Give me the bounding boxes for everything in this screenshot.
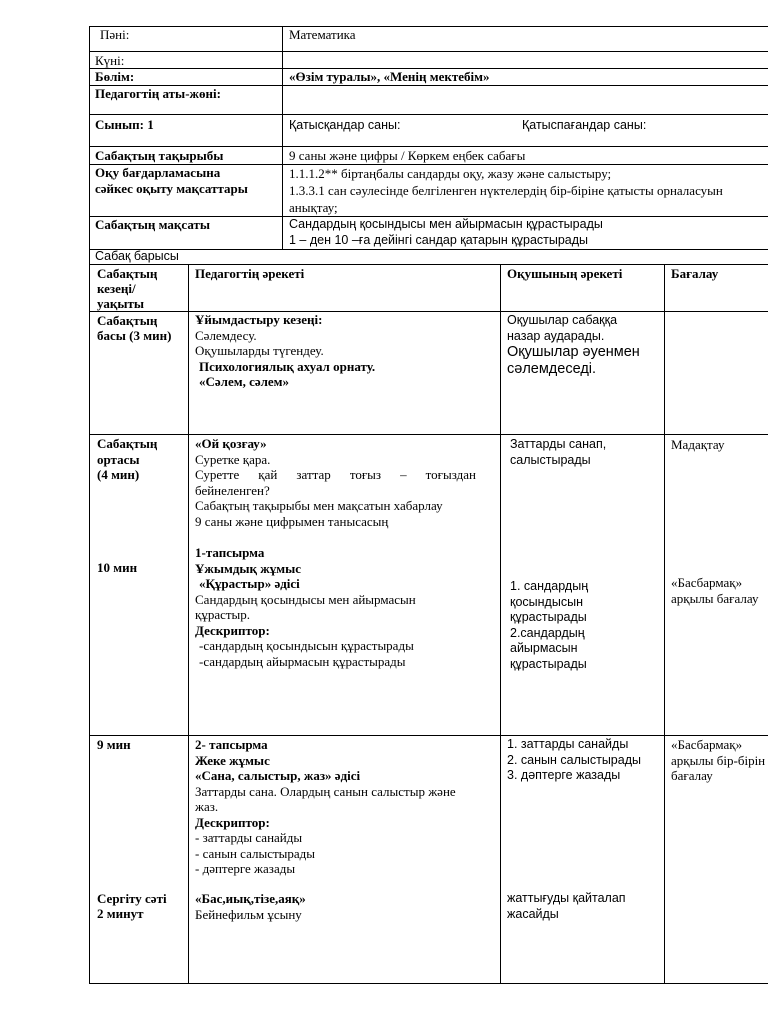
table-line (89, 264, 768, 265)
student-line: жасайды (507, 906, 559, 921)
teacher-line: «Сәлем, сәлем» (199, 374, 290, 389)
teacher-line: Дескриптор: (195, 622, 270, 638)
table-line (664, 264, 665, 983)
teacher-action-cell (195, 737, 456, 877)
stage-cell: Сергіту сәті (97, 891, 167, 906)
student-action-cell (507, 313, 640, 378)
teacher-line: - заттарды санайды (195, 830, 303, 845)
teacher-line: 2- тапсырма (195, 737, 268, 752)
teacher-line: -сандардың айырмасын құрастырады (199, 653, 406, 669)
student-action-cell (510, 579, 588, 672)
assessment-line: бағалау (671, 768, 713, 783)
student-line: жаттығуды қайталап (507, 891, 626, 905)
student-line: қосындысын (510, 594, 583, 609)
assessment-line: арқылы бағалау (671, 590, 759, 606)
teacher-line: «Бас,иық,тізе,аяқ» (195, 891, 306, 906)
objective-item: анықтау; (289, 200, 338, 215)
teacher-line: «Құрастыр» әдісі (199, 576, 300, 591)
col-assessment-header: Бағалау (671, 266, 719, 281)
teacher-line: Ұйымдастыру кезеңі: (195, 312, 323, 327)
student-line: Оқушылар сабаққа (507, 313, 618, 327)
student-line: құрастырады (510, 656, 587, 671)
objectives-label: Оқу бағдарламасына (95, 165, 221, 180)
teacher-line: Дескриптор: (195, 814, 270, 830)
section-value: «Өзім туралы», «Менің мектебім» (289, 69, 490, 84)
table-line (89, 311, 768, 312)
assessment-cell (671, 575, 759, 606)
teacher-line: Бейнефильм ұсыну (195, 906, 302, 922)
section-label: Бөлім: (95, 69, 135, 84)
student-line: Заттарды санап, (510, 437, 607, 451)
teacher-line: жаз. (195, 799, 219, 814)
student-line: құрастырады (510, 610, 587, 624)
teacher-line: Сабақтың тақырыбы мен мақсатын хабарлау (195, 498, 443, 513)
teacher-line: Сәлемдесу. (195, 327, 257, 343)
teacher-line: құрастыр. (195, 607, 251, 622)
table-line (89, 114, 768, 115)
teacher-action-cell (195, 436, 476, 529)
teacher-line: 1-тапсырма (195, 545, 265, 560)
student-line: 1. сандардың (510, 579, 589, 593)
table-border-left (89, 26, 90, 983)
stage-cell: басы (3 мин) (97, 328, 172, 343)
teacher-line: Суретке қара. (195, 451, 271, 467)
teacher-line: «Сана, салыстыр, жаз» әдісі (195, 768, 361, 783)
teacher-line: Жеке жұмыс (195, 752, 270, 768)
assessment-line: «Басбармақ» (671, 737, 743, 752)
assessment-line: арқылы бір-бірін (671, 752, 766, 768)
topic-label: Сабақтың тақырыбы (95, 148, 224, 163)
objectives-label: сәйкес оқыту мақсаттары (95, 181, 248, 196)
goal-label: Сабақтың мақсаты (95, 217, 211, 232)
table-line (188, 264, 189, 983)
student-line: айырмасын (510, 641, 578, 655)
stage-cell: Сабақтың (97, 436, 158, 451)
student-line: 3. дәптерге жазады (507, 768, 621, 782)
teacher-line: бейнеленген? (195, 482, 270, 498)
objective-item: 1.3.3.1 сан сәулесінде белгіленген нүктелердің бір-біріне қатысты орналасуын (289, 183, 723, 198)
table-border-bottom (89, 983, 768, 984)
subject-label: Пәні: (100, 27, 130, 42)
assessment-cell (671, 737, 765, 784)
stage-cell: ортасы (97, 452, 140, 467)
col-teacher-header: Педагогтің әрекеті (195, 266, 305, 281)
stage-cell: Сабақтың (97, 313, 158, 328)
teacher-line: Оқушыларды түгендеу. (195, 343, 324, 358)
teacher-line: Психологиялық ахуал орнату. (199, 358, 376, 374)
class-label: Сынып: 1 (95, 117, 154, 132)
col-student-header: Оқушының әрекеті (507, 266, 623, 281)
table-line (282, 26, 283, 249)
table-line (89, 51, 768, 52)
student-line: 2.сандардың (510, 625, 585, 640)
stage-cell: 10 мин (97, 560, 138, 575)
stage-cell: 9 мин (97, 737, 131, 752)
teacher-line: - дәптерге жазады (195, 861, 296, 876)
student-line: сәлемдеседі. (507, 361, 597, 377)
table-line (89, 146, 768, 147)
lesson-flow-heading: Сабақ барысы (95, 249, 179, 263)
col-stage-header: кезеңі/ (97, 281, 136, 296)
student-line: 1. заттарды санайды (507, 737, 629, 751)
teacher-line: Суретте қай заттар тоғыз – тоғыздан (195, 467, 476, 482)
present-count-label: Қатысқандар саны: (289, 118, 401, 132)
teacher-action-cell (195, 312, 375, 390)
teacher-line: Ұжымдық жұмыс (195, 560, 301, 576)
student-line: 2. санын салыстырады (507, 752, 641, 767)
teacher-line: Заттарды сана. Олардың санын салыстыр және (195, 783, 456, 799)
table-line (500, 264, 501, 983)
table-line (89, 735, 768, 736)
stage-cell: 2 минут (97, 906, 144, 921)
stage-cell: (4 мин) (97, 467, 140, 482)
table-line (89, 249, 768, 250)
teacher-line: - санын салыстырады (195, 845, 316, 861)
teacher-action-cell (195, 891, 306, 922)
teacher-line: Сандардың қосындысы мен айырмасын (195, 591, 416, 607)
col-stage-header: Сабақтың (97, 266, 158, 281)
student-line: Оқушылар әуенмен (507, 344, 640, 360)
student-action-cell (510, 437, 606, 468)
objective-item: 1.1.1.2** біртаңбалы сандарды оқу, жазу және салыстыру; (289, 166, 612, 181)
teacher-line: «Ой қозғау» (195, 436, 267, 451)
teacher-name-label: Педагогтің аты-жөні: (95, 86, 221, 101)
student-line: назар аударады. (507, 328, 605, 343)
col-stage-header: уақыты (97, 296, 145, 311)
table-border-top (89, 26, 768, 27)
day-label: Күні: (95, 53, 125, 68)
teacher-line: 9 саны және цифрымен танысасың (195, 513, 389, 529)
goal-item: 1 – ден 10 –ға дейінгі сандар қатарын құрастырады (289, 233, 589, 247)
table-line (89, 434, 768, 435)
goal-item: Сандардың қосындысы мен айырмасын құрастырады (289, 217, 603, 231)
student-line: салыстырады (510, 452, 591, 467)
assessment-cell: Мадақтау (671, 437, 725, 452)
subject-value: Математика (289, 27, 356, 42)
assessment-line: «Басбармақ» (671, 575, 743, 590)
teacher-line: -сандардың қосындысын құрастырады (199, 638, 414, 653)
topic-value: 9 саны және цифры / Көркем еңбек сабағы (289, 148, 526, 163)
absent-count-label: Қатыспағандар саны: (522, 118, 647, 132)
student-action-cell (507, 891, 626, 922)
teacher-action-cell (195, 545, 416, 669)
student-action-cell (507, 737, 641, 784)
